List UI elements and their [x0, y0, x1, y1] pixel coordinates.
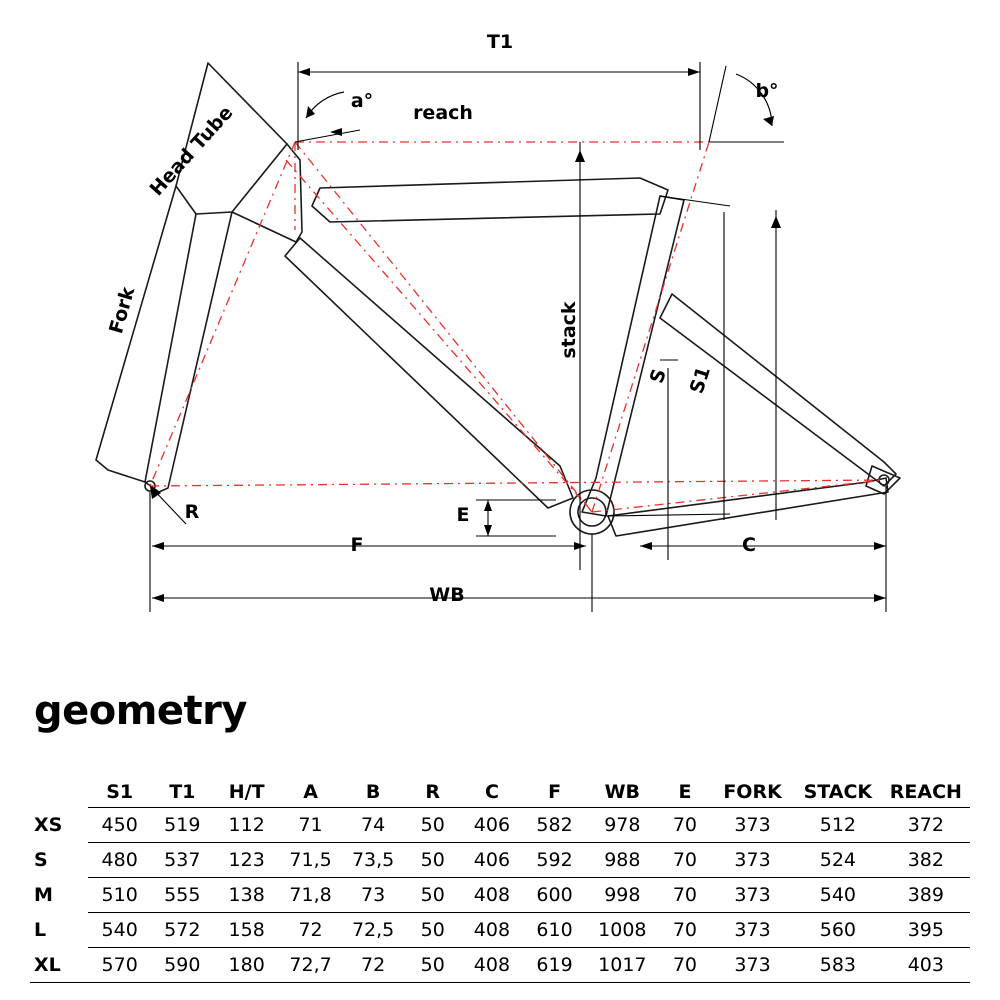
- cell-c: 406: [461, 808, 524, 843]
- cell-r: 50: [405, 948, 461, 983]
- header-s1: S1: [88, 775, 151, 808]
- cell-f: 610: [523, 913, 586, 948]
- chain-stay-outline: [608, 478, 888, 536]
- cell-c: 406: [461, 843, 524, 878]
- cell-s1: 450: [88, 808, 151, 843]
- cell-f: 582: [523, 808, 586, 843]
- cell-s1: 540: [88, 913, 151, 948]
- cell-t1: 555: [151, 878, 214, 913]
- cell-wb: 1017: [586, 948, 659, 983]
- cell-ht: 112: [214, 808, 280, 843]
- cell-b: 74: [341, 808, 404, 843]
- cell-s1: 480: [88, 843, 151, 878]
- header-reach: REACH: [882, 775, 970, 808]
- cell-f: 600: [523, 878, 586, 913]
- header-size: [30, 775, 88, 808]
- cell-wb: 1008: [586, 913, 659, 948]
- cell-f: 619: [523, 948, 586, 983]
- label-angle-b: b°: [755, 80, 779, 102]
- row-size-label: S: [34, 849, 48, 871]
- cell-a: 71,5: [280, 843, 342, 878]
- label-r: R: [184, 501, 200, 523]
- header-r: R: [405, 775, 461, 808]
- row-size-label: XS: [34, 814, 63, 836]
- cell-e: 70: [659, 843, 711, 878]
- cell-reach: 382: [882, 843, 970, 878]
- row-size-label: L: [34, 919, 47, 941]
- header-f: F: [523, 775, 586, 808]
- cell-ht: 180: [214, 948, 280, 983]
- label-fork: Fork: [105, 284, 140, 337]
- cell-t1: 537: [151, 843, 214, 878]
- cell-f: 592: [523, 843, 586, 878]
- cell-b: 72,5: [341, 913, 404, 948]
- down-tube-outline: [285, 238, 573, 508]
- cell-ht: 138: [214, 878, 280, 913]
- label-s1: S1: [685, 363, 715, 397]
- cell-a: 72,7: [280, 948, 342, 983]
- label-e: E: [456, 504, 470, 526]
- cell-stack: 583: [794, 948, 882, 983]
- cell-r: 50: [405, 878, 461, 913]
- cell-fork: 373: [711, 878, 794, 913]
- label-c: C: [742, 534, 756, 556]
- cell-e: 70: [659, 913, 711, 948]
- cell-s1: 510: [88, 878, 151, 913]
- cell-stack: 540: [794, 878, 882, 913]
- header-c: C: [461, 775, 524, 808]
- cell-e: 70: [659, 878, 711, 913]
- cell-t1: 590: [151, 948, 214, 983]
- cell-e: 70: [659, 808, 711, 843]
- cell-a: 72: [280, 913, 342, 948]
- label-head-tube: Head Tube: [145, 101, 238, 201]
- table-row: [30, 948, 970, 983]
- label-stack: stack: [558, 301, 580, 359]
- header-ht: H/T: [214, 775, 280, 808]
- row-size-label: M: [34, 884, 53, 906]
- cell-fork: 373: [711, 948, 794, 983]
- label-f: F: [350, 534, 364, 556]
- table-row: [30, 808, 970, 843]
- cell-fork: 373: [711, 808, 794, 843]
- cell-stack: 560: [794, 913, 882, 948]
- table-row: [30, 843, 970, 878]
- cell-s1: 570: [88, 948, 151, 983]
- cell-stack: 512: [794, 808, 882, 843]
- header-e: E: [659, 775, 711, 808]
- cell-ht: 123: [214, 843, 280, 878]
- cell-reach: 372: [882, 808, 970, 843]
- cell-c: 408: [461, 913, 524, 948]
- page-title: geometry: [34, 688, 247, 734]
- cell-a: 71,8: [280, 878, 342, 913]
- cell-fork: 373: [711, 913, 794, 948]
- seat-tube-outline: [582, 196, 684, 516]
- header-wb: WB: [586, 775, 659, 808]
- cell-b: 73,5: [341, 843, 404, 878]
- label-s: S: [645, 366, 671, 387]
- cell-t1: 572: [151, 913, 214, 948]
- cell-r: 50: [405, 913, 461, 948]
- header-fork: FORK: [711, 775, 794, 808]
- cell-c: 408: [461, 878, 524, 913]
- header-b: B: [341, 775, 404, 808]
- label-reach: reach: [413, 102, 473, 124]
- label-t1: T1: [486, 31, 514, 53]
- cell-wb: 978: [586, 808, 659, 843]
- header-a: A: [280, 775, 342, 808]
- table-row: [30, 913, 970, 948]
- cell-r: 50: [405, 843, 461, 878]
- cell-reach: 395: [882, 913, 970, 948]
- top-tube-outline: [312, 178, 668, 222]
- cell-stack: 524: [794, 843, 882, 878]
- table-row: [30, 878, 970, 913]
- header-stack: STACK: [794, 775, 882, 808]
- cell-fork: 373: [711, 843, 794, 878]
- geometry-table: [30, 775, 970, 983]
- construction-centerlines: [150, 142, 884, 512]
- cell-r: 50: [405, 808, 461, 843]
- row-size-label: XL: [30, 948, 88, 983]
- cell-t1: 519: [151, 808, 214, 843]
- cell-reach: 403: [882, 948, 970, 983]
- label-angle-a: a°: [350, 90, 374, 112]
- cell-e: 70: [659, 948, 711, 983]
- cell-c: 408: [461, 948, 524, 983]
- cell-a: 71: [280, 808, 342, 843]
- table-header-row: [30, 775, 970, 808]
- dimension-lines: [150, 62, 886, 612]
- cell-ht: 158: [214, 913, 280, 948]
- header-t1: T1: [151, 775, 214, 808]
- cell-wb: 988: [586, 843, 659, 878]
- cell-reach: 389: [882, 878, 970, 913]
- cell-b: 73: [341, 878, 404, 913]
- cell-wb: 998: [586, 878, 659, 913]
- label-wb: WB: [429, 584, 465, 606]
- cell-b: 72: [341, 948, 404, 983]
